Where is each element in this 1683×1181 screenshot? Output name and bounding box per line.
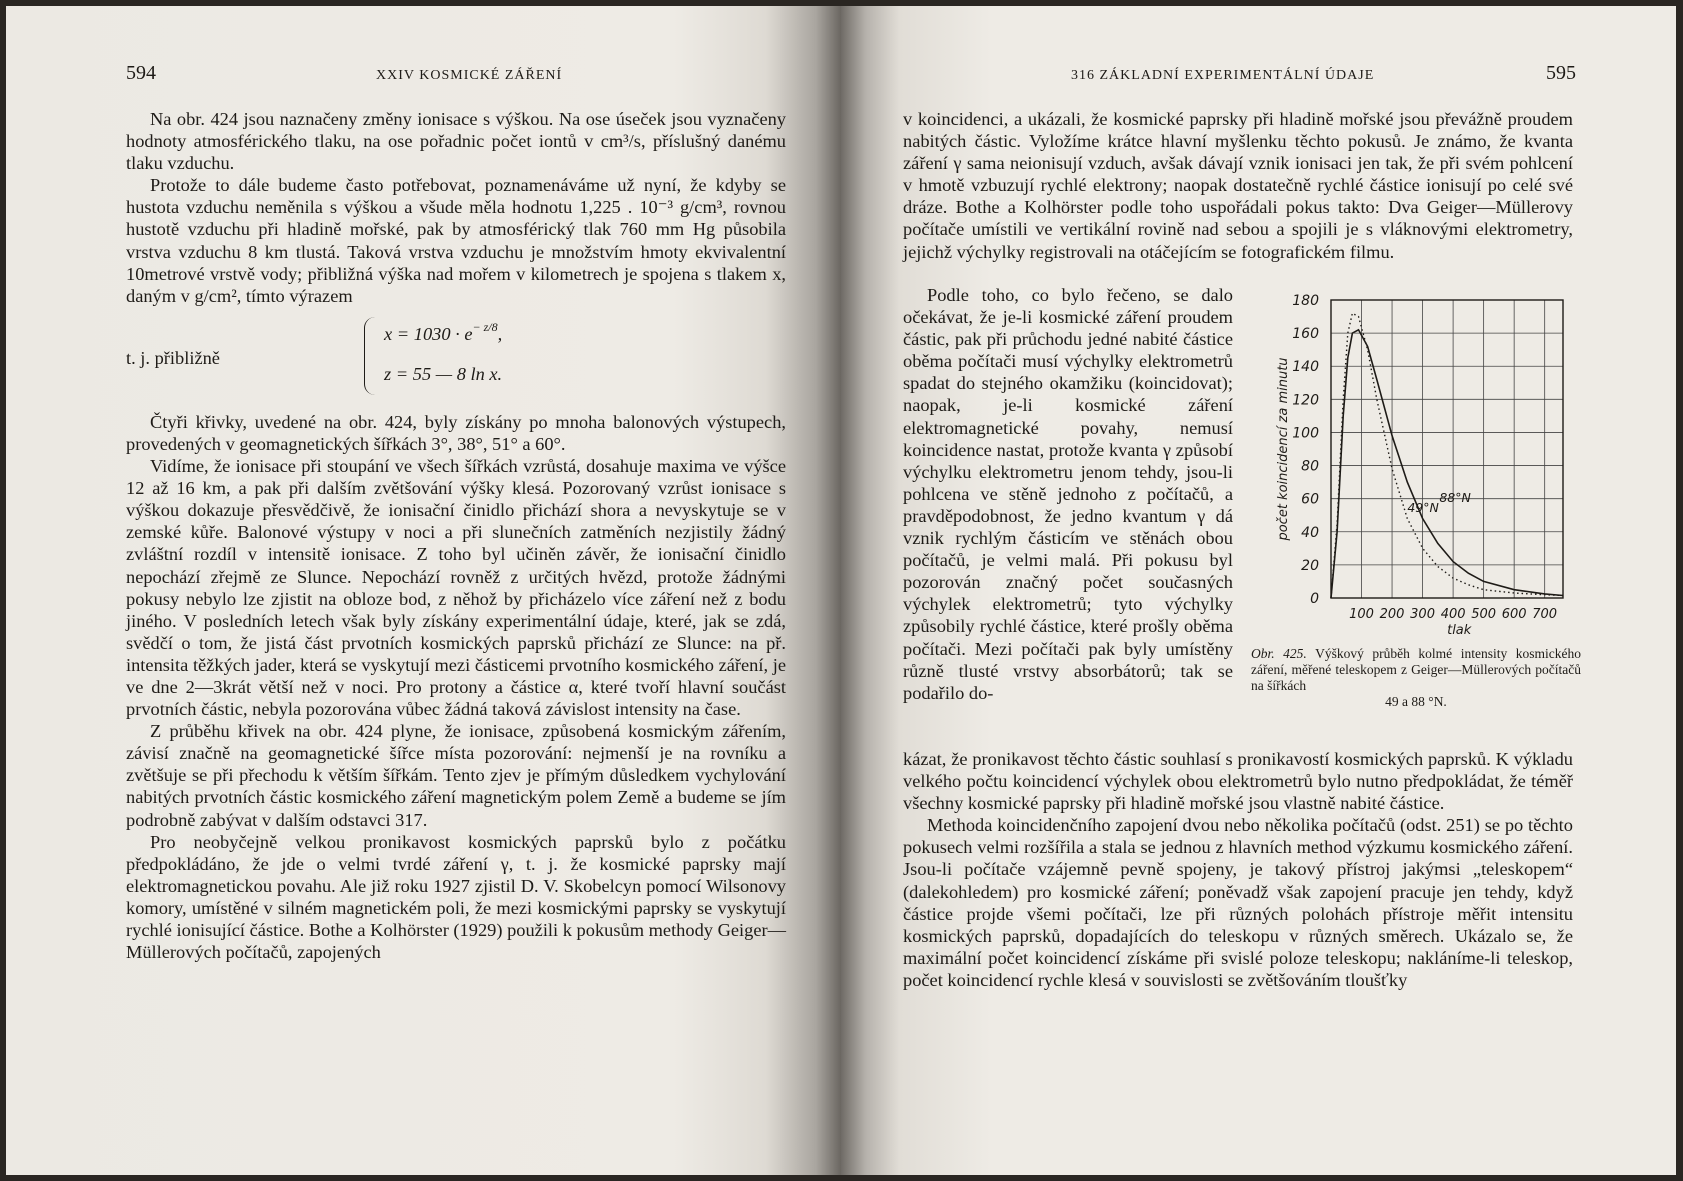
paragraph: Podle toho, co bylo řečeno, se dalo očekávat, že je-li kosmické záření proudem částic, pak při průchodu jedné nabité částice oběma počítači musí výchylky elektrometrů spadat do stejného okamžiku (koincidovat); naopak, je-li kosmické záření elektromagnetické povahy, nemusí koincidence nastat, protože kvanta γ způsobí výchylku elektrometru jenom tehdy, jsou-li pohlcena ve stěně jednoho z počítačů, a pravděpodobnost, že jedno kvantum γ dá vznik rychlým částicím ve stěnách obou počítačů, je velmi malá. Při pokusu byl pozorován značný počet současných výchylek elektrometrů; tyto výchylky způsobily rychlé částice, které prošly oběma počítači. Mezi počítači pak byly umístěny různě tlusté vrstvy absorbátorů; tak se podařilo do- [903, 285, 1233, 703]
formula-line-1 [384, 319, 503, 347]
series-label-49n: 49°N [1407, 499, 1439, 515]
paragraph: Pro neobyčejně velkou pronikavost kosmických paprsků bylo z počátku předpokládáno, že jde o velmi tvrdé záření γ, t. j. že kosmické paprsky mají elektromagnetickou povahu. Ale již roku 1927 zjistil D. V. Skobelcyn pomocí Wilsonovy komory, umístěné v silném magnetickém poli, že mezi kosmickými paprsky se vyskytují rychlé ionisující částice. Bothe a Kolhörster (1929) použili k pokusům methody Geiger—Müllerových počítačů, zapojených [126, 831, 786, 963]
y-tick-label: 60 [1301, 491, 1319, 508]
y-axis-label: počet koincidencí za minutu [1276, 357, 1291, 541]
right-top-text [903, 108, 1573, 263]
paragraph: Protože to dále budeme často potřebovat, poznamenáváme už nyní, že kdyby se hustota vzduchu neměnila s výškou a všude měla hodnotu 1,225 . 10⁻³ g/cm³, rovnou hustotě vzduchu při hladině mořské, pak by atmosférický tlak 760 mm Hg působila vrstva vzduchu 8 km tlustá. Taková vrstva vzduchu je množstvím hmoty ekvivalentní 10metrové vrstvě vody; přibližná výška nad mořem v kilometrech je spojena s tlakem x, daným v g/cm², tímto výrazem [126, 175, 786, 306]
formula-brace [364, 317, 375, 395]
book-spread [6, 6, 1677, 1175]
formula-line-2: z = 55 — 8 ln x. [384, 363, 503, 384]
right-wrap-text [903, 284, 1233, 704]
paragraph: Vidíme, že ionisace při stoupání ve všech šířkách vzrůstá, dosahuje maxima ve výšce 12 až 16 km, a pak při dalším zvětšování výšky klesá. Pozorovaný vzrůst ionisace s výškou dokazuje přesvědčivě, že ionisační činidlo přichází shora a nevyskytuje se v zemské kůře. Balonové výstupy v noci a při slunečních zatměních nezjistily žádný zvláštní rozdíl v intensitě ionisace. Z toho byl učiněn závěr, že ionisační činidlo nepochází zřejmě ze Slunce. Nepochází rovněž z určitých hvězd, protože žádnými pokusy nebylo lze zjistit na obloze bod, z něhož by přicházelo více záření než z bodu jiného. V posledních letech však byly získány experimentální údaje, které, jak se zdá, svědčí o tom, že jistá část prvotních kosmických paprsků přichází ze Slunce: na př. intensita těžkých jader, která se vyskytují mezi částicemi prvotního kosmického záření, je ve dne 2—3krát větší než v noci. Pro protony a částice α, které tvoří hlavní součást prvotních částic, nebyla pozorována vůbec žádná taková závislost intensity na čase. [126, 456, 786, 720]
x-axis-label: tlak [1447, 623, 1472, 638]
caption-text: Výškový průběh kolmé intensity kosmického záření, měřené teleskopem z Geiger—Müllerových počítačů na šířkách [1251, 646, 1581, 693]
paragraph: Methoda koincidenčního zapojení dvou nebo několika počítačů (odst. 251) se po těchto pokusech velmi rozšířila a stala se jednou z hlavních method výzkumu kosmického záření. Jsou-li počítače vzájemně pevně spojeny, je takový přístroj jakýmsi „teleskopem“ (dalekohledem) pro kosmické záření; poněvadž však zapojení pracuje jen tehdy, když částice projde všemi počítači, lze při různých polohách přístroje měřit intensitu kosmických paprsků, dopadajících do teleskopu v různých směrech. Ukázalo se, že maximální počet koincidencí získáme při svislé poloze teleskopu; nakláníme-li teleskop, počet koincidencí rychle klesá v souvislosti se zvětšováním tloušťky [903, 815, 1573, 990]
x-tick-label: 400 [1440, 607, 1466, 622]
paragraph: v koincidenci, a ukázali, že kosmické paprsky při hladině mořské jsou převážně proudem nabitých částic. Vyložíme krátce hlavní myšlenku těchto pokusů. Je známo, že kvanta záření γ sama neionisují vzduch, avšak dávají vznik ionisaci jen tak, že při svém pohlcení v hmotě vzbuzují rychlé elektrony; naopak dostatečně rychlé částice ionisují po celé své dráze. Bothe a Kolhörster podle toho uspořádali pokus takto: Dva Geiger—Müllerovy počítače umístili ve vertikální rovině nad sebou a spojili je s vláknovými elektrometry, jejichž výchylky registrovali na otáčejícím se fotografickém filmu. [903, 109, 1573, 262]
right-page [841, 6, 1676, 1175]
running-header: XXIV KOSMICKÉ ZÁŘENÍ [376, 68, 563, 83]
running-header: 316 ZÁKLADNÍ EXPERIMENTÁLNÍ ÚDAJE [1071, 68, 1375, 83]
x-tick-label: 100 [1349, 607, 1374, 622]
y-tick-label: 80 [1301, 458, 1319, 475]
y-tick-label: 180 [1292, 293, 1319, 309]
figure-caption [1251, 646, 1581, 710]
coincidence-chart [1251, 290, 1581, 640]
y-tick-label: 160 [1292, 326, 1319, 343]
formula-line-1-suffix: , [497, 323, 503, 344]
y-tick-label: 40 [1301, 524, 1319, 541]
x-tick-label: 200 [1379, 607, 1405, 622]
page-number: 594 [126, 62, 156, 84]
left-body-text [126, 108, 786, 963]
y-tick-label: 140 [1292, 359, 1319, 376]
paragraph: Čtyři křivky, uvedené na obr. 424, byly získány po mnoha balonových výstupech, provedených v geomagnetických šířkách 3°, 38°, 51° a 60°. [126, 411, 786, 454]
y-tick-label: 100 [1292, 425, 1319, 442]
caption-label: Obr. 425. [1251, 646, 1307, 661]
formula-block [126, 313, 786, 401]
y-tick-label: 20 [1301, 557, 1319, 574]
x-tick-label: 500 [1471, 607, 1497, 622]
paragraph: Z průběhu křivek na obr. 424 plyne, že ionisace, způsobená kosmickým zářením, závisí značně na geomagnetické šířce místa pozorování: nejmenší je na rovníku a zvětšuje se při přechodu k větším šířkám. Tento zjev je přímým důsledkem vychylování nabitých prvotních částic kosmického záření magnetickým polem Země a budeme se jím podrobně zabývat v dalším odstavci 317. [126, 721, 786, 830]
caption-last-line: 49 a 88 °N. [1385, 694, 1447, 709]
x-tick-label: 600 [1501, 607, 1527, 622]
formula-line-1-main: x = 1030 · e [384, 323, 473, 344]
right-bottom-text [903, 748, 1573, 991]
page-number: 595 [1546, 62, 1576, 84]
y-tick-label: 0 [1310, 591, 1319, 607]
figure-425 [1251, 290, 1581, 750]
formula-exponent: − z/8 [472, 319, 498, 334]
series-label-88n: 88°N [1439, 489, 1471, 505]
x-tick-label: 700 [1532, 607, 1558, 622]
x-tick-label: 300 [1410, 607, 1435, 622]
paragraph: kázat, že pronikavost těchto částic souhlasí s pronikavostí kosmických paprsků. K výkladu velkého počtu koincidencí výchylek obou elektrometrů bylo nutno předpokládat, že téměř všechny kosmické paprsky při hladině mořské jsou vlastně nabité částice. [903, 749, 1573, 814]
paragraph: Na obr. 424 jsou naznačeny změny ionisace s výškou. Na ose úseček jsou vyznačeny hodnoty atmosférického tlaku, na ose pořadnic počet iontů v cm³/s, příslušný danému tlaku vzduchu. [126, 109, 786, 174]
left-page [6, 6, 841, 1175]
y-tick-label: 120 [1292, 392, 1319, 409]
formula-prefix: t. j. přibližně [126, 347, 220, 368]
series-line-49n [1331, 330, 1563, 598]
